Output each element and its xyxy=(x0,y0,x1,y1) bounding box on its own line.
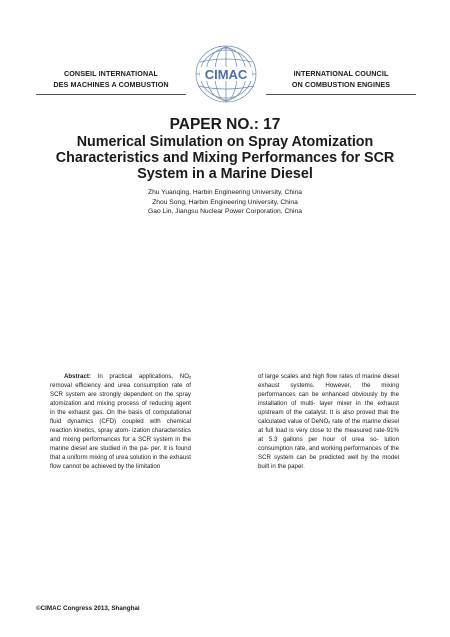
organization-name-english xyxy=(266,68,416,90)
abstract-line: per. It is found that a uniform mixing of urea solution in xyxy=(50,445,191,462)
abstract-line: measured rate-91% at 5.3 gallons per hour of urea so- xyxy=(258,427,399,444)
abstract-line: In practical applications, NOₓ removal xyxy=(50,373,191,390)
abstract-line: efficiency and urea consumption rate of SCR system xyxy=(50,382,191,399)
abstract-column-right xyxy=(258,372,399,472)
cimac-logo-graphic xyxy=(192,44,260,104)
abstract-paragraph-continued xyxy=(258,372,399,472)
abstract-line: the exhaust flow cannot be achieved by the limitation xyxy=(50,454,191,471)
abstract-line: mixing process of reducing agent in the exhaust gas. xyxy=(50,400,191,417)
abstract-column-left xyxy=(50,372,191,472)
abstract-line: the SCR system can be predicted well by the model xyxy=(258,445,399,462)
abstract-line: rate of the marine diesel at full load is very close to the xyxy=(258,418,399,435)
abstract-label: Abstract: xyxy=(64,373,91,380)
title-line-2: Characteristics and Mixing Performances for SCR xyxy=(55,150,395,166)
abstract-line: lution consumption rate, and working performances of xyxy=(258,436,399,453)
header-rule-left xyxy=(36,94,186,95)
title-line-1: Numerical Simulation on Spray Atomization xyxy=(76,134,374,150)
abstract-line: SCR system in the marine diesel are studied in the pa- xyxy=(50,436,191,453)
org-english-line1: INTERNATIONAL COUNCIL xyxy=(293,69,389,78)
author-2: Zhou Song, Harbin Engineering University, China xyxy=(152,198,298,206)
org-english-line2: ON COMBUSTION ENGINES xyxy=(291,80,391,89)
abstract-line: On the basis of computational fluid dynamics (CFD) xyxy=(50,409,191,426)
author-1: Zhu Yuanqing, Harbin Engineering University, China xyxy=(147,189,303,196)
abstract-line: layer mixer in the exhaust upstream of the catalyst. xyxy=(258,400,400,417)
abstract-paragraph-start xyxy=(50,372,191,472)
footer-copyright: ©CIMAC Congress 2013, Shanghai xyxy=(36,605,140,612)
org-french-line2: DES MACHINES A COMBUSTION xyxy=(53,80,169,89)
logo-text: CIMAC xyxy=(204,67,248,82)
abstract-line: exhaust systems. However, the mixing performances xyxy=(258,382,399,399)
author-3: Gao Lin, Jiangsu Nuclear Power Corporation, China xyxy=(148,208,302,216)
paper-title xyxy=(30,134,420,182)
abstract-line: ization characteristics and mixing performances for a xyxy=(50,427,191,444)
author-list xyxy=(0,188,450,217)
abstract-line: built in the paper. xyxy=(258,463,305,471)
paper-number: PAPER NO.: 17 xyxy=(169,116,281,133)
abstract-line: coupled with chemical reaction kinetics, spray atom- xyxy=(50,418,191,435)
header-rule-right xyxy=(266,94,416,95)
abstract-line: can be enhanced obviously by the installation of multi- xyxy=(258,391,399,408)
abstract-line: of large scales and high flow rates of marine diesel xyxy=(258,373,399,380)
abstract-line: are strongly dependent on the spray atomization and xyxy=(50,391,191,408)
title-line-3: System in a Marine Diesel xyxy=(137,166,313,182)
organization-name-french xyxy=(36,68,186,90)
cimac-logo xyxy=(192,44,260,104)
abstract-line: It is also proved that the calculated value of DeNOₓ xyxy=(258,409,399,426)
org-french-line1: CONSEIL INTERNATIONAL xyxy=(63,69,159,78)
